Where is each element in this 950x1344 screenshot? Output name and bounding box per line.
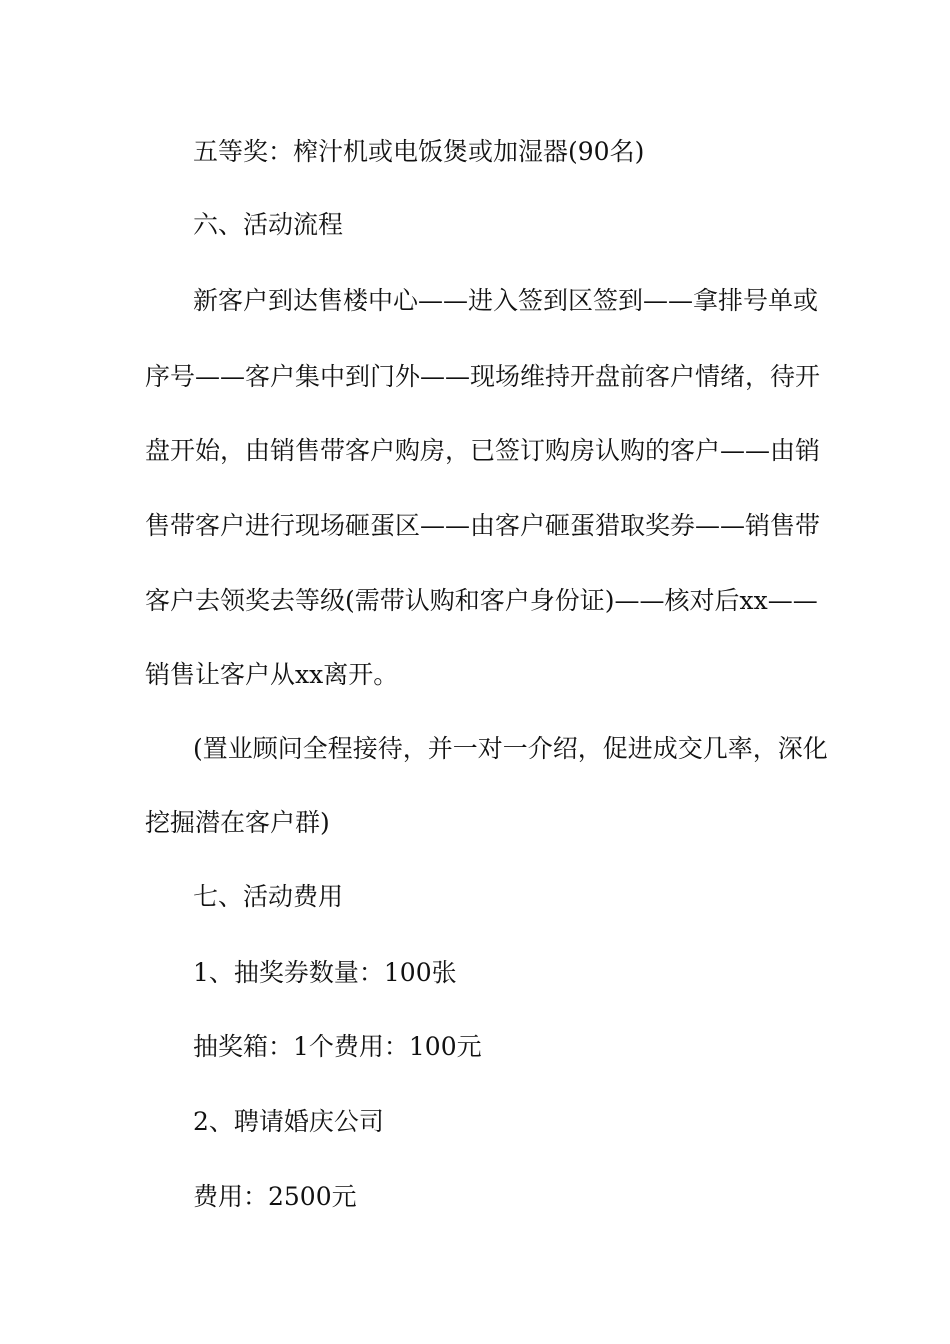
- paragraph-line: 新客户到达售楼中心——进入签到区签到——拿排号单或: [193, 286, 819, 315]
- paragraph-line: (置业顾问全程接待，并一对一介绍，促进成交几率，深化: [193, 734, 828, 763]
- cost-item-line: 2、聘请婚庆公司: [193, 1107, 384, 1136]
- paragraph-line: 挖掘潜在客户群): [145, 808, 330, 837]
- paragraph-line: 序号——客户集中到门外——现场维持开盘前客户情绪，待开: [145, 362, 821, 391]
- cost-item-line: 1、抽奖券数量：100张: [193, 958, 457, 987]
- section-heading-activity-cost: 七、活动费用: [193, 882, 344, 911]
- paragraph-line: 售带客户进行现场砸蛋区——由客户砸蛋猎取奖券——销售带: [145, 511, 821, 540]
- section-heading-activity-flow: 六、活动流程: [193, 210, 344, 239]
- cost-item-line: 费用：2500元: [193, 1182, 357, 1211]
- paragraph-line: 盘开始，由销售带客户购房，已签订购房认购的客户——由销: [145, 436, 821, 465]
- paragraph-line: 客户去领奖去等级(需带认购和客户身份证)——核对后xx——: [145, 586, 818, 615]
- paragraph-line: 销售让客户从xx离开。: [145, 660, 399, 689]
- cost-item-line: 抽奖箱：1个费用：100元: [193, 1032, 482, 1061]
- prize-fifth-line: 五等奖：榨汁机或电饭煲或加湿器(90名): [193, 137, 645, 166]
